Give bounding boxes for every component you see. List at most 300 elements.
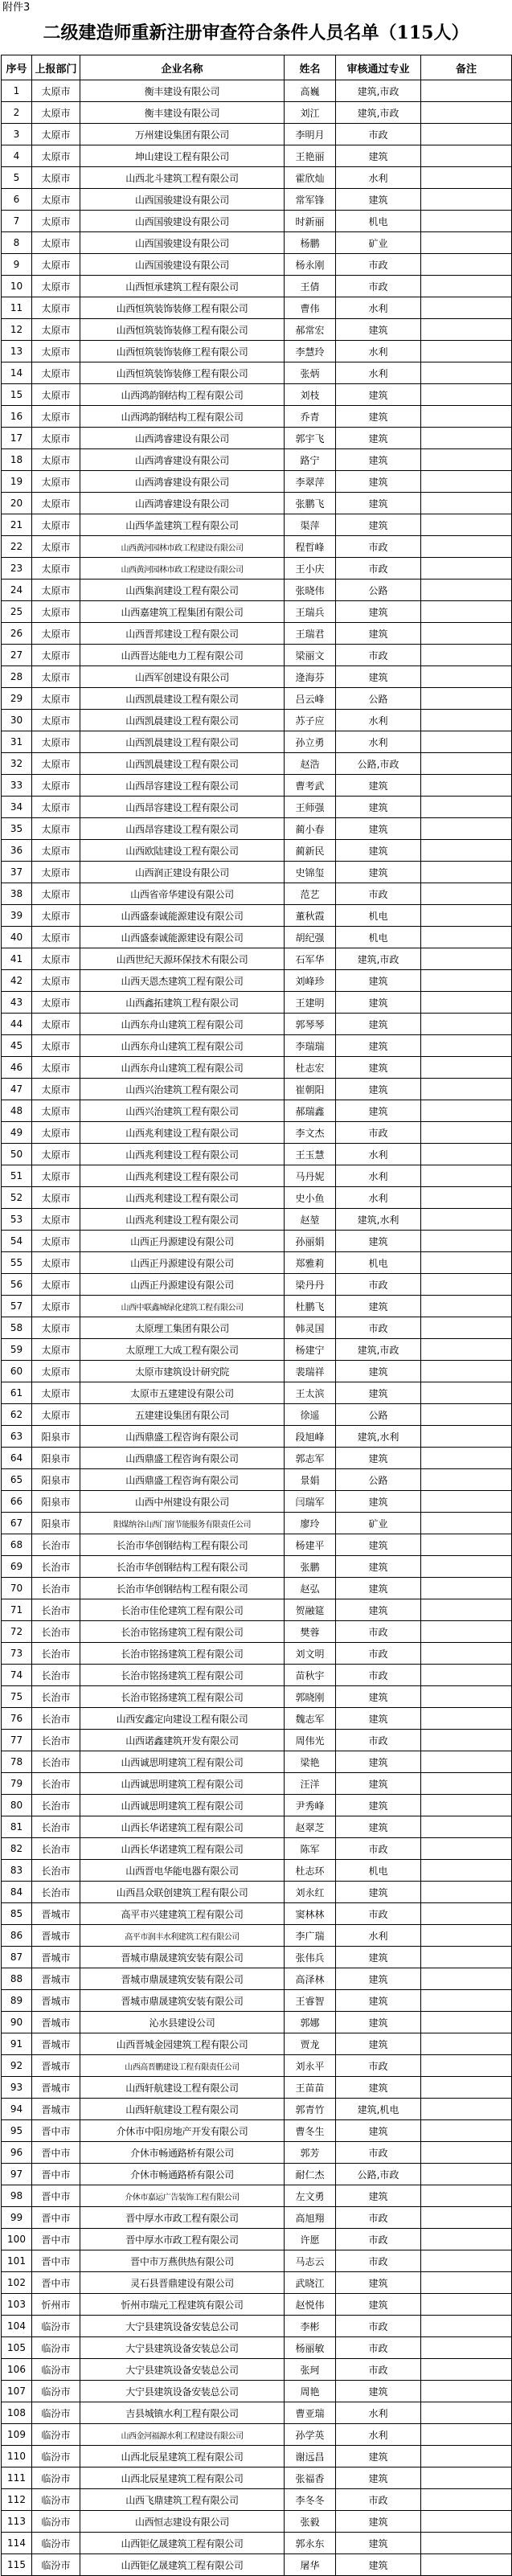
cell-remark — [421, 1035, 512, 1057]
cell-index: 13 — [2, 341, 32, 362]
cell-department: 太原市 — [32, 579, 80, 601]
cell-index: 11 — [2, 297, 32, 319]
cell-index: 80 — [2, 1795, 32, 1816]
cell-department: 太原市 — [32, 688, 80, 710]
cell-company: 山西兆利建设工程有限公司 — [80, 1209, 285, 1231]
cell-index: 4 — [2, 145, 32, 167]
cell-index: 61 — [2, 1382, 32, 1404]
cell-index: 27 — [2, 645, 32, 666]
cell-company: 长治市佳伦建筑工程有限公司 — [80, 1599, 285, 1621]
cell-remark — [421, 2402, 512, 2424]
cell-major: 水利 — [336, 341, 421, 362]
cell-department: 太原市 — [32, 1404, 80, 1426]
cell-company: 山西恒筑装饰装修工程有限公司 — [80, 319, 285, 341]
cell-index: 88 — [2, 1968, 32, 1990]
cell-company: 晋中厚水市政工程有限公司 — [80, 2207, 285, 2229]
cell-name: 李瑞瑞 — [285, 1035, 336, 1057]
cell-remark — [421, 2533, 512, 2554]
header-index: 序号 — [2, 55, 32, 80]
cell-name: 董秋霞 — [285, 905, 336, 927]
cell-major: 建筑 — [336, 1296, 421, 1317]
cell-name: 程哲峰 — [285, 536, 336, 558]
cell-major: 市政 — [336, 1903, 421, 1925]
cell-department: 临汾市 — [32, 2337, 80, 2359]
cell-major: 公路 — [336, 688, 421, 710]
cell-company: 山西恒筑装饰装修工程有限公司 — [80, 341, 285, 362]
table-row — [2, 2250, 512, 2272]
table-row — [2, 862, 512, 883]
cell-index: 102 — [2, 2272, 32, 2294]
cell-company: 山西盛泰诚能源建设有限公司 — [80, 905, 285, 927]
cell-company: 五建建设集团有限公司 — [80, 1404, 285, 1426]
cell-major: 水利 — [336, 1165, 421, 1187]
cell-remark — [421, 1534, 512, 1556]
cell-name: 李慧玲 — [285, 341, 336, 362]
cell-company: 山西鸿韵钢结构工程有限公司 — [80, 384, 285, 406]
cell-company: 灵石县晋鼎建设有限公司 — [80, 2272, 285, 2294]
cell-major: 建筑,机电 — [336, 2099, 421, 2120]
cell-remark — [421, 2229, 512, 2250]
cell-major: 建筑 — [336, 2120, 421, 2142]
cell-name: 赵翠芝 — [285, 1816, 336, 1838]
cell-remark — [421, 1795, 512, 1816]
cell-company: 山西盛泰诚能源建设有限公司 — [80, 927, 285, 948]
cell-remark — [421, 1773, 512, 1795]
cell-major: 市政 — [336, 1730, 421, 1751]
cell-department: 长治市 — [32, 1795, 80, 1816]
cell-major: 市政 — [336, 2229, 421, 2250]
cell-remark — [421, 1860, 512, 1882]
cell-department: 长治市 — [32, 1816, 80, 1838]
cell-department: 太原市 — [32, 645, 80, 666]
table-row — [2, 2489, 512, 2511]
cell-index: 34 — [2, 797, 32, 818]
cell-name: 尹秀峰 — [285, 1795, 336, 1816]
cell-major: 建筑 — [336, 145, 421, 167]
cell-remark — [421, 1231, 512, 1252]
cell-department: 晋城市 — [32, 1990, 80, 2012]
cell-department: 太原市 — [32, 189, 80, 211]
cell-major: 建筑 — [336, 1968, 421, 1990]
cell-company: 山西鸿睿建设有限公司 — [80, 471, 285, 493]
cell-department: 晋中市 — [32, 2250, 80, 2272]
table-row — [2, 601, 512, 623]
cell-remark — [421, 1665, 512, 1686]
table-row — [2, 2424, 512, 2446]
cell-name: 李翠萍 — [285, 471, 336, 493]
cell-major: 建筑 — [336, 1534, 421, 1556]
cell-remark — [421, 862, 512, 883]
cell-company: 山西东舟山建筑工程有限公司 — [80, 1057, 285, 1079]
table-row — [2, 1361, 512, 1382]
table-row — [2, 2337, 512, 2359]
cell-major: 建筑 — [336, 601, 421, 623]
cell-name: 王瑞兵 — [285, 601, 336, 623]
cell-department: 临汾市 — [32, 2533, 80, 2554]
cell-index: 77 — [2, 1730, 32, 1751]
cell-name: 贾龙 — [285, 2033, 336, 2055]
cell-major: 公路,市政 — [336, 2164, 421, 2185]
cell-department: 太原市 — [32, 1382, 80, 1404]
cell-department: 长治市 — [32, 1860, 80, 1882]
cell-department: 太原市 — [32, 1100, 80, 1122]
cell-name: 王建明 — [285, 992, 336, 1014]
table-row — [2, 753, 512, 775]
cell-company: 山西安鑫定向建设工程有限公司 — [80, 1708, 285, 1730]
cell-index: 96 — [2, 2142, 32, 2164]
cell-index: 36 — [2, 840, 32, 862]
cell-company: 山西鼎盛工程咨询有限公司 — [80, 1426, 285, 1448]
cell-name: 赵弘 — [285, 1578, 336, 1599]
cell-department: 太原市 — [32, 1209, 80, 1231]
table-row — [2, 1209, 512, 1231]
cell-index: 73 — [2, 1643, 32, 1665]
table-row — [2, 167, 512, 189]
cell-department: 临汾市 — [32, 2381, 80, 2402]
cell-index: 28 — [2, 666, 32, 688]
cell-major: 水利 — [336, 1187, 421, 1209]
cell-department: 长治市 — [32, 1621, 80, 1643]
cell-remark — [421, 1014, 512, 1035]
table-row — [2, 579, 512, 601]
cell-department: 晋中市 — [32, 2229, 80, 2250]
cell-department: 太原市 — [32, 232, 80, 254]
table-row — [2, 2142, 512, 2164]
table-row — [2, 645, 512, 666]
table-row — [2, 2467, 512, 2489]
cell-name: 石军华 — [285, 948, 336, 970]
cell-name: 曹亚瑞 — [285, 2402, 336, 2424]
cell-index: 44 — [2, 1014, 32, 1035]
cell-name: 李广瑞 — [285, 1925, 336, 1947]
cell-index: 39 — [2, 905, 32, 927]
cell-name: 马志云 — [285, 2250, 336, 2272]
cell-name: 马丹妮 — [285, 1165, 336, 1187]
cell-department: 太原市 — [32, 493, 80, 514]
cell-remark — [421, 927, 512, 948]
cell-index: 89 — [2, 1990, 32, 2012]
cell-index: 62 — [2, 1404, 32, 1426]
cell-major: 市政 — [336, 254, 421, 276]
cell-department: 太原市 — [32, 1339, 80, 1361]
cell-department: 太原市 — [32, 948, 80, 970]
cell-name: 曹冬生 — [285, 2120, 336, 2142]
table-row — [2, 1339, 512, 1361]
cell-index: 8 — [2, 232, 32, 254]
cell-index: 110 — [2, 2446, 32, 2467]
cell-name: 张鹏 — [285, 1556, 336, 1578]
table-row — [2, 2120, 512, 2142]
cell-major: 市政 — [336, 558, 421, 579]
cell-major: 建筑 — [336, 1708, 421, 1730]
cell-major: 建筑 — [336, 840, 421, 862]
cell-major: 水利 — [336, 297, 421, 319]
cell-company: 山西诚思明建筑工程有限公司 — [80, 1751, 285, 1773]
table-row — [2, 2033, 512, 2055]
cell-company: 山西兴治建筑工程有限公司 — [80, 1079, 285, 1100]
table-row — [2, 254, 512, 276]
cell-department: 晋中市 — [32, 2120, 80, 2142]
cell-name: 李冬冬 — [285, 2489, 336, 2511]
cell-department: 晋城市 — [32, 1968, 80, 1990]
cell-name: 孙丽娟 — [285, 1231, 336, 1252]
cell-index: 79 — [2, 1773, 32, 1795]
cell-remark — [421, 1751, 512, 1773]
cell-company: 山西兆利建设工程有限公司 — [80, 1187, 285, 1209]
cell-major: 建筑 — [336, 1599, 421, 1621]
cell-department: 太原市 — [32, 797, 80, 818]
table-row — [2, 1773, 512, 1795]
cell-remark — [421, 905, 512, 927]
cell-index: 108 — [2, 2402, 32, 2424]
cell-index: 58 — [2, 1317, 32, 1339]
cell-index: 87 — [2, 1947, 32, 1968]
table-row — [2, 927, 512, 948]
cell-remark — [421, 1187, 512, 1209]
table-row — [2, 362, 512, 384]
cell-department: 晋中市 — [32, 2207, 80, 2229]
table-row — [2, 493, 512, 514]
cell-remark — [421, 1708, 512, 1730]
table-row — [2, 1035, 512, 1057]
cell-company: 晋中厚水市政工程有限公司 — [80, 2229, 285, 2250]
cell-major: 建筑 — [336, 1578, 421, 1599]
cell-department: 晋中市 — [32, 2272, 80, 2294]
cell-major: 水利 — [336, 167, 421, 189]
cell-index: 112 — [2, 2489, 32, 2511]
cell-major: 市政 — [336, 1274, 421, 1296]
cell-company: 山西集润建设工程有限公司 — [80, 579, 285, 601]
cell-remark — [421, 1122, 512, 1144]
cell-name: 蔺小春 — [285, 818, 336, 840]
table-row — [2, 1534, 512, 1556]
cell-index: 43 — [2, 992, 32, 1014]
table-row — [2, 2164, 512, 2185]
cell-company: 山西凯晨建设工程有限公司 — [80, 688, 285, 710]
cell-department: 太原市 — [32, 840, 80, 862]
cell-major: 建筑 — [336, 1556, 421, 1578]
cell-name: 王瑞君 — [285, 623, 336, 645]
table-row — [2, 2207, 512, 2229]
cell-major: 机电 — [336, 1860, 421, 1882]
cell-company: 山西飞鼎建筑工程有限公司 — [80, 2489, 285, 2511]
cell-index: 91 — [2, 2033, 32, 2055]
cell-index: 101 — [2, 2250, 32, 2272]
cell-index: 115 — [2, 2554, 32, 2576]
cell-department: 太原市 — [32, 319, 80, 341]
cell-name: 张珂 — [285, 2359, 336, 2381]
cell-company: 山西北辰星建筑工程有限公司 — [80, 2467, 285, 2489]
cell-index: 63 — [2, 1426, 32, 1448]
table-row — [2, 1665, 512, 1686]
cell-name: 张福香 — [285, 2467, 336, 2489]
cell-remark — [421, 1274, 512, 1296]
cell-remark — [421, 2250, 512, 2272]
table-row — [2, 384, 512, 406]
cell-name: 杜鹏飞 — [285, 1296, 336, 1317]
cell-major: 建筑 — [336, 970, 421, 992]
cell-index: 81 — [2, 1816, 32, 1838]
cell-name: 贺融筵 — [285, 1599, 336, 1621]
table-row — [2, 1860, 512, 1882]
cell-major: 市政 — [336, 2489, 421, 2511]
cell-company: 山西正丹源建设有限公司 — [80, 1252, 285, 1274]
cell-remark — [421, 2099, 512, 2120]
cell-index: 94 — [2, 2099, 32, 2120]
cell-name: 高旭翔 — [285, 2207, 336, 2229]
table-row — [2, 232, 512, 254]
cell-major: 市政 — [336, 1838, 421, 1860]
cell-name: 刘永平 — [285, 2055, 336, 2077]
cell-remark — [421, 2077, 512, 2099]
cell-company: 万州建设集团有限公司 — [80, 124, 285, 145]
cell-company: 山西东舟山建筑工程有限公司 — [80, 1035, 285, 1057]
table-row — [2, 1491, 512, 1513]
cell-major: 建筑 — [336, 623, 421, 645]
cell-major: 机电 — [336, 905, 421, 927]
cell-name: 裴瑞祥 — [285, 1361, 336, 1382]
cell-company: 山西黄河园林市政工程建设有限公司 — [80, 536, 285, 558]
cell-company: 太原市五建建设有限公司 — [80, 1382, 285, 1404]
cell-index: 66 — [2, 1491, 32, 1513]
cell-major: 水利 — [336, 2402, 421, 2424]
table-row — [2, 1079, 512, 1100]
cell-major: 市政 — [336, 2337, 421, 2359]
cell-department: 临汾市 — [32, 2446, 80, 2467]
cell-name: 郑雅莉 — [285, 1252, 336, 1274]
cell-index: 104 — [2, 2316, 32, 2337]
cell-department: 太原市 — [32, 992, 80, 1014]
cell-major: 建筑 — [336, 1947, 421, 1968]
cell-index: 7 — [2, 211, 32, 232]
cell-company: 山西欧陆建设工程有限公司 — [80, 840, 285, 862]
cell-department: 长治市 — [32, 1665, 80, 1686]
table-row — [2, 1968, 512, 1990]
cell-major: 建筑 — [336, 1057, 421, 1079]
table-row — [2, 1730, 512, 1751]
cell-company: 山西凯晨建设工程有限公司 — [80, 753, 285, 775]
cell-index: 113 — [2, 2511, 32, 2533]
cell-department: 太原市 — [32, 753, 80, 775]
cell-name: 王师强 — [285, 797, 336, 818]
table-row — [2, 1448, 512, 1469]
cell-department: 太原市 — [32, 1035, 80, 1057]
cell-name: 廖玲 — [285, 1513, 336, 1534]
cell-company: 山西恒承建筑工程有限公司 — [80, 276, 285, 297]
cell-company: 山西中联鑫城绿化建筑工程有限公司 — [80, 1296, 285, 1317]
cell-department: 太原市 — [32, 1317, 80, 1339]
cell-company: 山西晋电华能电器有限公司 — [80, 1860, 285, 1882]
cell-department: 长治市 — [32, 1838, 80, 1860]
cell-department: 阳泉市 — [32, 1513, 80, 1534]
cell-index: 5 — [2, 167, 32, 189]
cell-major: 建筑 — [336, 1686, 421, 1708]
cell-name: 魏志军 — [285, 1708, 336, 1730]
cell-company: 长治市铭扬建筑工程有限公司 — [80, 1643, 285, 1665]
cell-name: 谢远昌 — [285, 2446, 336, 2467]
cell-major: 市政 — [336, 645, 421, 666]
cell-index: 71 — [2, 1599, 32, 1621]
cell-remark — [421, 102, 512, 124]
table-row — [2, 341, 512, 362]
cell-major: 建筑 — [336, 493, 421, 514]
cell-major: 公路 — [336, 1404, 421, 1426]
cell-name: 杨建平 — [285, 1534, 336, 1556]
cell-company: 晋城市鼎晟建筑安装有限公司 — [80, 1947, 285, 1968]
cell-index: 97 — [2, 2164, 32, 2185]
cell-index: 93 — [2, 2077, 32, 2099]
table-row — [2, 1317, 512, 1339]
table-row — [2, 2446, 512, 2467]
cell-major: 水利 — [336, 731, 421, 753]
cell-name: 耐仁杰 — [285, 2164, 336, 2185]
table-row — [2, 905, 512, 927]
cell-name: 陈军 — [285, 1838, 336, 1860]
cell-company: 长治市铭扬建筑工程有限公司 — [80, 1621, 285, 1643]
cell-remark — [421, 1100, 512, 1122]
cell-major: 建筑 — [336, 1882, 421, 1903]
cell-name: 曹伟 — [285, 297, 336, 319]
cell-major: 建筑 — [336, 1491, 421, 1513]
cell-remark — [421, 124, 512, 145]
cell-remark — [421, 1317, 512, 1339]
cell-index: 111 — [2, 2467, 32, 2489]
cell-major: 建筑 — [336, 2033, 421, 2055]
cell-remark — [421, 1990, 512, 2012]
cell-department: 临汾市 — [32, 2554, 80, 2576]
cell-major: 市政 — [336, 536, 421, 558]
cell-major: 公路 — [336, 579, 421, 601]
cell-major: 建筑 — [336, 992, 421, 1014]
cell-major: 建筑 — [336, 2511, 421, 2533]
cell-department: 太原市 — [32, 1187, 80, 1209]
cell-department: 太原市 — [32, 297, 80, 319]
cell-index: 114 — [2, 2533, 32, 2554]
cell-remark — [421, 2446, 512, 2467]
cell-company: 山西鸿睿建设有限公司 — [80, 449, 285, 471]
cell-major: 市政 — [336, 2055, 421, 2077]
cell-remark — [421, 2489, 512, 2511]
cell-index: 2 — [2, 102, 32, 124]
cell-index: 99 — [2, 2207, 32, 2229]
cell-department: 晋城市 — [32, 2033, 80, 2055]
cell-department: 太原市 — [32, 1361, 80, 1382]
cell-name: 李明月 — [285, 124, 336, 145]
cell-remark — [421, 1426, 512, 1448]
cell-index: 22 — [2, 536, 32, 558]
cell-company: 山西北辰星建筑工程有限公司 — [80, 2446, 285, 2467]
table-row — [2, 1990, 512, 2012]
annex-label: 附件3 — [2, 2, 31, 14]
cell-remark — [421, 428, 512, 449]
cell-remark — [421, 2337, 512, 2359]
cell-name: 郭晓刚 — [285, 1686, 336, 1708]
table-row — [2, 189, 512, 211]
cell-company: 山西世纪天源环保技术有限公司 — [80, 948, 285, 970]
cell-index: 45 — [2, 1035, 32, 1057]
cell-index: 50 — [2, 1144, 32, 1165]
cell-company: 太原理工大成工程有限公司 — [80, 1339, 285, 1361]
cell-major: 建筑 — [336, 1773, 421, 1795]
cell-major: 市政 — [336, 124, 421, 145]
cell-department: 长治市 — [32, 1708, 80, 1730]
table-row — [2, 1014, 512, 1035]
cell-remark — [421, 883, 512, 905]
cell-major: 机电 — [336, 211, 421, 232]
table-row — [2, 2055, 512, 2077]
cell-remark — [421, 797, 512, 818]
cell-index: 67 — [2, 1513, 32, 1534]
